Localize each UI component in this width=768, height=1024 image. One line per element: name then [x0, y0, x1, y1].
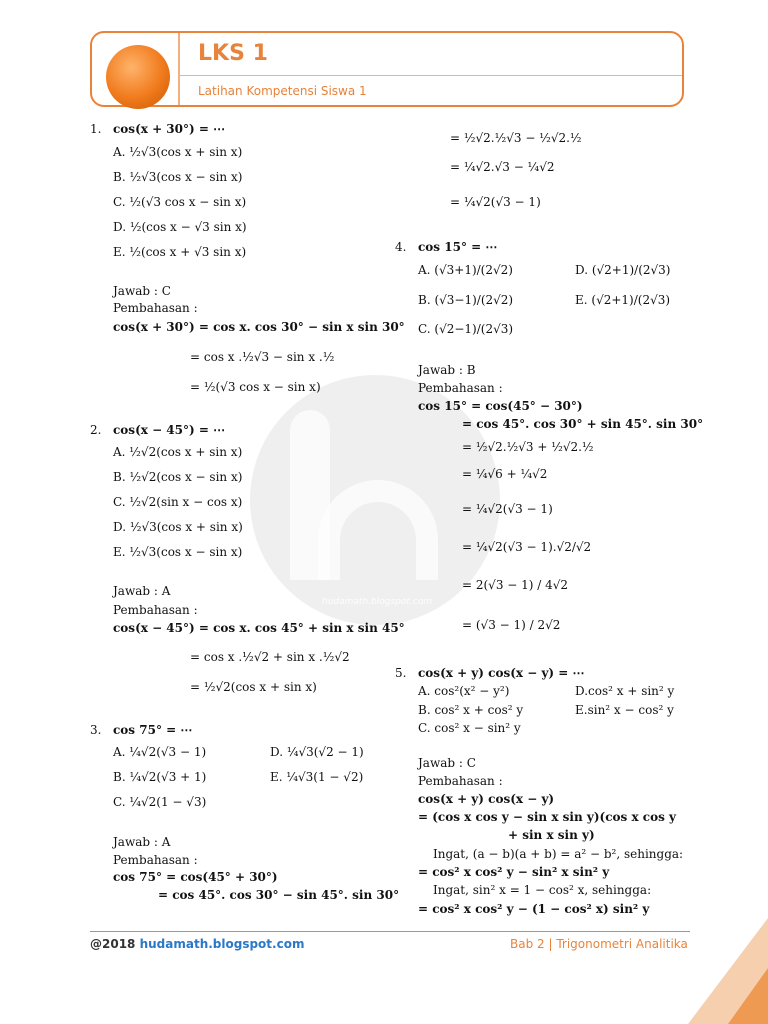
- right-column-line: = ½√2.½√3 − ½√2.½: [450, 131, 582, 145]
- header-line: [180, 75, 682, 76]
- header-box: [90, 31, 684, 107]
- left-column-line: E. ½(cos x + √3 sin x): [113, 245, 247, 259]
- left-column-line: = cos x .½√2 + sin x .½√2: [190, 650, 350, 664]
- right-column-line: A. (√3+1)/(2√2): [418, 263, 513, 277]
- left-column-line: C. ½(√3 cos x − sin x): [113, 195, 247, 209]
- left-column-line: cos(x − 45°) = cos x. cos 45° + sin x sin 45°: [113, 621, 405, 635]
- right-column-line: Jawab : B: [418, 363, 476, 377]
- footer-link[interactable]: hudamath.blogspot.com: [139, 937, 305, 951]
- corner-decoration-dark: [728, 968, 768, 1024]
- right-column-line: cos 15° = cos(45° − 30°): [418, 399, 583, 413]
- right-column-line: B. (√3−1)/(2√2): [418, 293, 514, 307]
- left-column-line: Jawab : A: [113, 584, 171, 598]
- question-number: 4.: [395, 240, 407, 254]
- left-column-line: B. ½√3(cos x − sin x): [113, 170, 243, 184]
- watermark-text: hudamath.blogspot.com: [322, 597, 432, 607]
- left-column-line: Pembahasan :: [113, 603, 198, 617]
- page-subtitle: Latihan Kompetensi Siswa 1: [198, 84, 367, 98]
- left-column-line: A. ½√3(cos x + sin x): [113, 145, 243, 159]
- left-column-line: E. ¼√3(1 − √2): [270, 770, 364, 784]
- right-column-line: = 2(√3 − 1) / 4√2: [462, 578, 569, 592]
- left-column-line: Jawab : A: [113, 835, 171, 849]
- page-title: LKS 1: [198, 41, 268, 66]
- left-column-line: = cos x .½√3 − sin x .½: [190, 350, 335, 364]
- right-column-line: = ¼√2(√3 − 1): [450, 195, 541, 209]
- right-column-line: D. (√2+1)/(2√3): [575, 263, 671, 277]
- right-column-line: C. cos² x − sin² y: [418, 721, 521, 735]
- right-column-line: = ¼√6 + ¼√2: [462, 467, 548, 481]
- left-column-line: D. ¼√3(√2 − 1): [270, 745, 364, 759]
- left-column-line: = ½(√3 cos x − sin x): [190, 380, 321, 394]
- footer-copyright: [90, 937, 304, 951]
- left-column-line: E. ½√3(cos x − sin x): [113, 545, 243, 559]
- right-column-line: E. (√2+1)/(2√3): [575, 293, 671, 307]
- right-column-line: Ingat, sin² x = 1 − cos² x, sehingga:: [433, 883, 652, 897]
- left-column-line: C. ¼√2(1 − √3): [113, 795, 207, 809]
- question-number: 3.: [90, 723, 102, 737]
- left-column-line: = ½√2(cos x + sin x): [190, 680, 317, 694]
- left-column-line: cos(x − 45°) = ⋯: [113, 423, 226, 437]
- footer-divider: [90, 931, 690, 932]
- left-column-line: D. ½√3(cos x + sin x): [113, 520, 243, 534]
- right-column-line: cos(x + y) cos(x − y): [418, 792, 555, 806]
- right-column-line: E.sin² x − cos² y: [575, 703, 674, 717]
- right-column-line: = ¼√2(√3 − 1).√2/√2: [462, 540, 592, 554]
- left-column-line: A. ½√2(cos x + sin x): [113, 445, 243, 459]
- right-column-line: cos(x + y) cos(x − y) = ⋯: [418, 666, 585, 680]
- left-column-line: cos 75° = ⋯: [113, 723, 193, 737]
- right-column-line: Pembahasan :: [418, 774, 503, 788]
- left-column-line: Pembahasan :: [113, 301, 198, 315]
- right-column-line: = ½√2.½√3 + ½√2.½: [462, 440, 594, 454]
- header-divider: [178, 33, 180, 105]
- footer-prefix: @2018: [90, 937, 140, 951]
- left-column-line: Pembahasan :: [113, 853, 198, 867]
- right-column-line: D.cos² x + sin² y: [575, 684, 675, 698]
- right-column-line: A. cos²(x² − y²): [418, 684, 510, 698]
- right-column-line: B. cos² x + cos² y: [418, 703, 524, 717]
- right-column-line: = cos² x cos² y − (1 − cos² x) sin² y: [418, 902, 650, 916]
- left-column-line: D. ½(cos x − √3 sin x): [113, 220, 247, 234]
- left-column-line: cos 75° = cos(45° + 30°): [113, 870, 278, 884]
- left-column-line: A. ¼√2(√3 − 1): [113, 745, 207, 759]
- left-column-line: B. ¼√2(√3 + 1): [113, 770, 207, 784]
- right-column-line: = (√3 − 1) / 2√2: [462, 618, 561, 632]
- right-column-line: = ¼√2(√3 − 1): [462, 502, 553, 516]
- right-column-line: = (cos x cos y − sin x sin y)(cos x cos y: [418, 810, 676, 824]
- footer-chapter: Bab 2 | Trigonometri Analitika: [510, 937, 688, 951]
- question-number: 1.: [90, 122, 102, 136]
- right-column-line: + sin x sin y): [508, 828, 595, 842]
- right-column-line: Pembahasan :: [418, 381, 503, 395]
- right-column-line: = cos² x cos² y − sin² x sin² y: [418, 865, 610, 879]
- right-column-line: cos 15° = ⋯: [418, 240, 498, 254]
- right-column-line: C. (√2−1)/(2√3): [418, 322, 514, 336]
- right-column-line: = cos 45°. cos 30° + sin 45°. sin 30°: [462, 417, 704, 431]
- left-column-line: cos(x + 30°) = ⋯: [113, 122, 226, 136]
- left-column-line: C. ½√2(sin x − cos x): [113, 495, 243, 509]
- left-column-line: = cos 45°. cos 30° − sin 45°. sin 30°: [158, 888, 400, 902]
- left-column-line: Jawab : C: [113, 284, 171, 298]
- right-column-line: Ingat, (a − b)(a + b) = a² − b², sehingga:: [433, 847, 684, 861]
- left-column-line: B. ½√2(cos x − sin x): [113, 470, 243, 484]
- question-number: 5.: [395, 666, 407, 680]
- question-number: 2.: [90, 423, 102, 437]
- right-column-line: Jawab : C: [418, 756, 476, 770]
- orange-orb-icon: [106, 45, 170, 109]
- right-column-line: = ¼√2.√3 − ¼√2: [450, 160, 555, 174]
- left-column-line: cos(x + 30°) = cos x. cos 30° − sin x sin 30°: [113, 320, 405, 334]
